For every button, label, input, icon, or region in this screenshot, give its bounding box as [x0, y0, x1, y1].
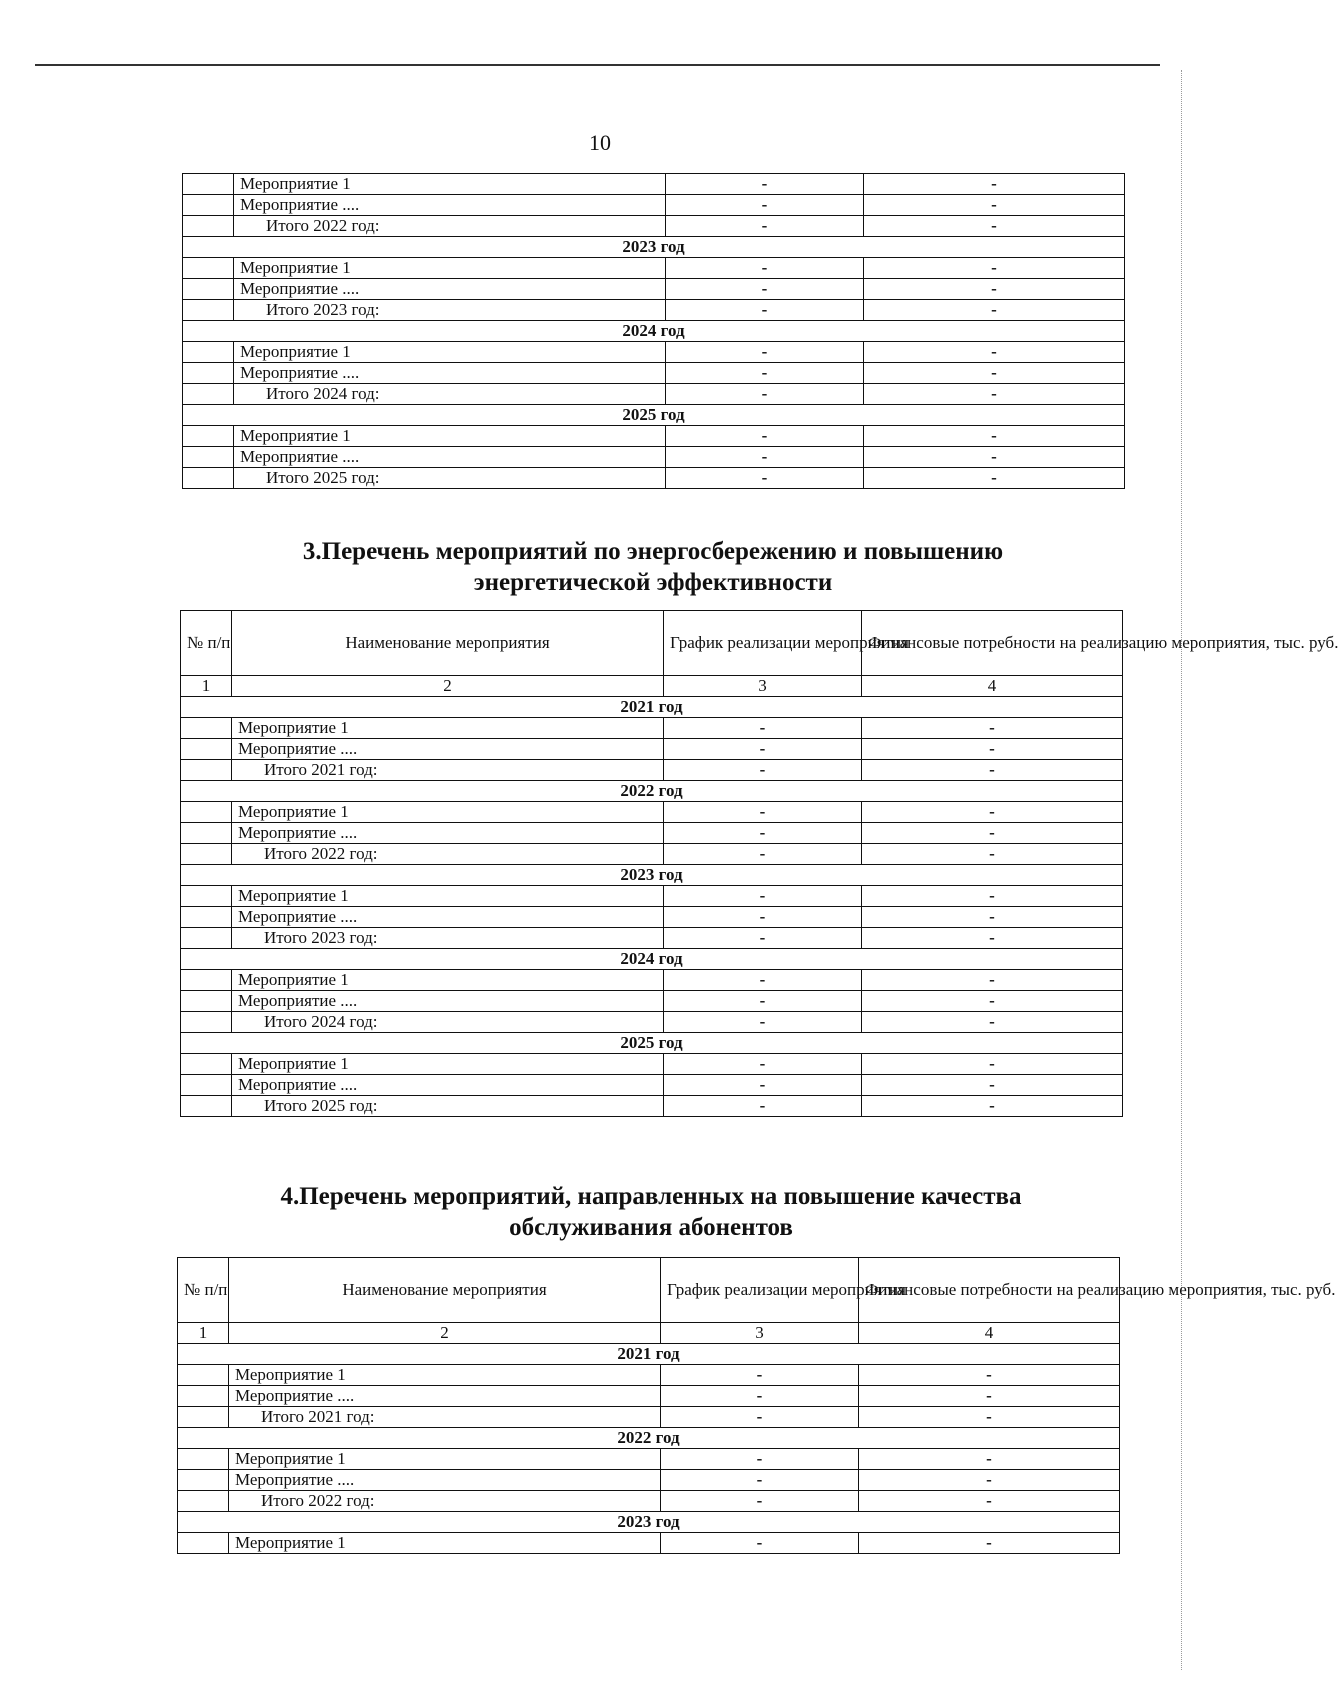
year-row — [181, 781, 1123, 802]
table-row — [181, 802, 1123, 823]
schedule-value: - — [661, 1491, 859, 1512]
table-row — [183, 195, 1125, 216]
schedule-value: - — [666, 363, 864, 384]
col-index: 4 — [862, 676, 1123, 697]
finance-value: - — [862, 823, 1123, 844]
finance-value: - — [859, 1533, 1120, 1554]
finance-value: - — [864, 426, 1125, 447]
section-3-table — [180, 610, 1338, 1117]
finance-value: - — [862, 928, 1123, 949]
year-total: Итого 2024 год: — [232, 1012, 664, 1033]
finance-value: - — [862, 1054, 1123, 1075]
year-row — [178, 1428, 1120, 1449]
col-header-schedule: График реализации мероприятия — [664, 611, 862, 676]
year-row — [183, 237, 1125, 258]
table-row — [181, 886, 1123, 907]
schedule-value: - — [666, 384, 864, 405]
finance-value: - — [859, 1365, 1120, 1386]
finance-value: - — [862, 1012, 1123, 1033]
index-row — [181, 676, 1123, 697]
table-row — [181, 1054, 1123, 1075]
table-row — [178, 1365, 1120, 1386]
schedule-value: - — [666, 342, 864, 363]
table-row — [181, 1012, 1123, 1033]
col-index: 4 — [859, 1323, 1120, 1344]
year-row — [178, 1344, 1120, 1365]
table-row — [181, 991, 1123, 1012]
finance-value: - — [862, 739, 1123, 760]
year-heading: 2021 год — [178, 1344, 1120, 1365]
section-4-title — [180, 1181, 1122, 1243]
table-row — [178, 1449, 1120, 1470]
table-row — [183, 300, 1125, 321]
schedule-value: - — [664, 970, 862, 991]
event-name: Мероприятие 1 — [232, 970, 664, 991]
event-name: Мероприятие 1 — [229, 1449, 661, 1470]
finance-value: - — [859, 1386, 1120, 1407]
page-top-rule — [35, 64, 1160, 66]
year-total: Итого 2023 год: — [232, 928, 664, 949]
col-header-schedule: График реализации мероприятия — [661, 1258, 859, 1323]
table-row — [183, 468, 1125, 489]
schedule-value: - — [666, 447, 864, 468]
event-name: Мероприятие 1 — [232, 886, 664, 907]
year-row — [178, 1512, 1120, 1533]
continuation-table — [182, 173, 1125, 489]
table-row — [183, 447, 1125, 468]
year-heading: 2025 год — [183, 405, 1125, 426]
schedule-value: - — [666, 300, 864, 321]
section-3-title-line2: энергетической эффективности — [473, 569, 833, 596]
year-heading: 2024 год — [181, 949, 1123, 970]
header-row — [178, 1258, 1120, 1323]
finance-value: - — [864, 468, 1125, 489]
table-row — [183, 258, 1125, 279]
finance-value: - — [864, 258, 1125, 279]
table-row — [183, 279, 1125, 300]
event-name: Мероприятие .... — [234, 447, 666, 468]
index-row — [178, 1323, 1120, 1344]
section-4-title-line2: обслуживания абонентов — [509, 1214, 793, 1241]
year-row — [181, 697, 1123, 718]
year-total: Итого 2025 год: — [232, 1096, 664, 1117]
table-row — [178, 1407, 1120, 1428]
schedule-value: - — [666, 279, 864, 300]
schedule-value: - — [664, 1054, 862, 1075]
schedule-value: - — [666, 174, 864, 195]
header-row — [181, 611, 1123, 676]
table-row — [178, 1533, 1120, 1554]
table-row — [178, 1470, 1120, 1491]
event-name: Мероприятие 1 — [234, 258, 666, 279]
event-name: Мероприятие 1 — [232, 1054, 664, 1075]
col-index: 3 — [661, 1323, 859, 1344]
schedule-value: - — [661, 1407, 859, 1428]
table-row — [181, 1096, 1123, 1117]
event-name: Мероприятие 1 — [234, 342, 666, 363]
event-name: Мероприятие .... — [232, 823, 664, 844]
year-total: Итого 2024 год: — [234, 384, 666, 405]
finance-value: - — [862, 970, 1123, 991]
schedule-value: - — [661, 1449, 859, 1470]
event-name: Мероприятие .... — [229, 1470, 661, 1491]
section-3-title — [182, 536, 1124, 598]
year-row — [183, 321, 1125, 342]
schedule-value: - — [664, 928, 862, 949]
year-total: Итого 2025 год: — [234, 468, 666, 489]
event-name: Мероприятие .... — [232, 991, 664, 1012]
finance-value: - — [862, 907, 1123, 928]
finance-value: - — [862, 844, 1123, 865]
finance-value: - — [864, 195, 1125, 216]
year-heading: 2023 год — [178, 1512, 1120, 1533]
schedule-value: - — [666, 468, 864, 489]
col-header-name: Наименование мероприятия — [229, 1258, 661, 1323]
table-row — [181, 823, 1123, 844]
table-row — [183, 342, 1125, 363]
year-row — [181, 1033, 1123, 1054]
finance-value: - — [864, 384, 1125, 405]
year-heading: 2021 год — [181, 697, 1123, 718]
year-heading: 2022 год — [178, 1428, 1120, 1449]
table-row — [181, 718, 1123, 739]
col-header-num: № п/п — [181, 611, 232, 676]
finance-value: - — [862, 802, 1123, 823]
finance-value: - — [864, 363, 1125, 384]
event-name: Мероприятие .... — [229, 1386, 661, 1407]
col-header-name: Наименование мероприятия — [232, 611, 664, 676]
table-row — [181, 970, 1123, 991]
schedule-value: - — [664, 739, 862, 760]
finance-value: - — [862, 1096, 1123, 1117]
schedule-value: - — [664, 907, 862, 928]
schedule-value: - — [661, 1365, 859, 1386]
col-index: 2 — [229, 1323, 661, 1344]
col-index: 2 — [232, 676, 664, 697]
event-name: Мероприятие .... — [234, 363, 666, 384]
finance-value: - — [864, 279, 1125, 300]
event-name: Мероприятие 1 — [234, 426, 666, 447]
finance-value: - — [859, 1407, 1120, 1428]
schedule-value: - — [664, 886, 862, 907]
finance-value: - — [859, 1470, 1120, 1491]
finance-value: - — [864, 300, 1125, 321]
schedule-value: - — [661, 1533, 859, 1554]
year-total: Итого 2022 год: — [234, 216, 666, 237]
col-header-finance: Финансовые потребности на реализацию мероприятия, тыс. руб. — [859, 1258, 1120, 1323]
year-total: Итого 2023 год: — [234, 300, 666, 321]
col-index: 1 — [178, 1323, 229, 1344]
finance-value: - — [862, 886, 1123, 907]
col-header-finance: Финансовые потребности на реализацию мероприятия, тыс. руб. — [862, 611, 1123, 676]
year-row — [181, 865, 1123, 886]
section-3-title-line1: 3.Перечень мероприятий по энергосбережению и повышению — [302, 538, 1004, 565]
event-name: Мероприятие 1 — [232, 802, 664, 823]
year-heading: 2023 год — [183, 237, 1125, 258]
year-row — [183, 405, 1125, 426]
col-index: 1 — [181, 676, 232, 697]
finance-value: - — [864, 174, 1125, 195]
year-heading: 2025 год — [181, 1033, 1123, 1054]
event-name: Мероприятие 1 — [229, 1365, 661, 1386]
page-number: 10 — [589, 130, 611, 155]
year-row — [181, 949, 1123, 970]
finance-value: - — [864, 342, 1125, 363]
schedule-value: - — [666, 258, 864, 279]
year-heading: 2024 год — [183, 321, 1125, 342]
table-row — [183, 363, 1125, 384]
schedule-value: - — [664, 1012, 862, 1033]
table-row — [181, 760, 1123, 781]
event-name: Мероприятие .... — [234, 279, 666, 300]
schedule-value: - — [664, 718, 862, 739]
event-name: Мероприятие .... — [234, 195, 666, 216]
col-index: 3 — [664, 676, 862, 697]
year-total: Итого 2021 год: — [232, 760, 664, 781]
section-4-table — [177, 1257, 1336, 1554]
event-name: Мероприятие 1 — [232, 718, 664, 739]
schedule-value: - — [666, 426, 864, 447]
schedule-value: - — [666, 195, 864, 216]
table-row — [183, 174, 1125, 195]
finance-value: - — [862, 718, 1123, 739]
event-name: Мероприятие 1 — [234, 174, 666, 195]
year-total: Итого 2022 год: — [229, 1491, 661, 1512]
table-row — [183, 426, 1125, 447]
table-row — [181, 739, 1123, 760]
table-row — [178, 1491, 1120, 1512]
finance-value: - — [862, 991, 1123, 1012]
event-name: Мероприятие .... — [232, 739, 664, 760]
table-row — [183, 384, 1125, 405]
schedule-value: - — [666, 216, 864, 237]
section-4-title-line1: 4.Перечень мероприятий, направленных на повышение качества — [280, 1183, 1022, 1210]
table-row — [183, 216, 1125, 237]
finance-value: - — [862, 760, 1123, 781]
finance-value: - — [864, 447, 1125, 468]
schedule-value: - — [664, 1096, 862, 1117]
schedule-value: - — [664, 991, 862, 1012]
year-total: Итого 2022 год: — [232, 844, 664, 865]
finance-value: - — [859, 1449, 1120, 1470]
year-heading: 2022 год — [181, 781, 1123, 802]
finance-value: - — [859, 1491, 1120, 1512]
event-name: Мероприятие 1 — [229, 1533, 661, 1554]
schedule-value: - — [664, 802, 862, 823]
year-total: Итого 2021 год: — [229, 1407, 661, 1428]
finance-value: - — [864, 216, 1125, 237]
col-header-num: № п/п — [178, 1258, 229, 1323]
schedule-value: - — [664, 844, 862, 865]
year-heading: 2023 год — [181, 865, 1123, 886]
schedule-value: - — [664, 760, 862, 781]
schedule-value: - — [664, 823, 862, 844]
event-name: Мероприятие .... — [232, 907, 664, 928]
event-name: Мероприятие .... — [232, 1075, 664, 1096]
scan-edge — [1179, 70, 1182, 1670]
table-row — [178, 1386, 1120, 1407]
table-row — [181, 1075, 1123, 1096]
table-row — [181, 844, 1123, 865]
schedule-value: - — [661, 1386, 859, 1407]
table-row — [181, 928, 1123, 949]
schedule-value: - — [661, 1470, 859, 1491]
schedule-value: - — [664, 1075, 862, 1096]
table-row — [181, 907, 1123, 928]
finance-value: - — [862, 1075, 1123, 1096]
